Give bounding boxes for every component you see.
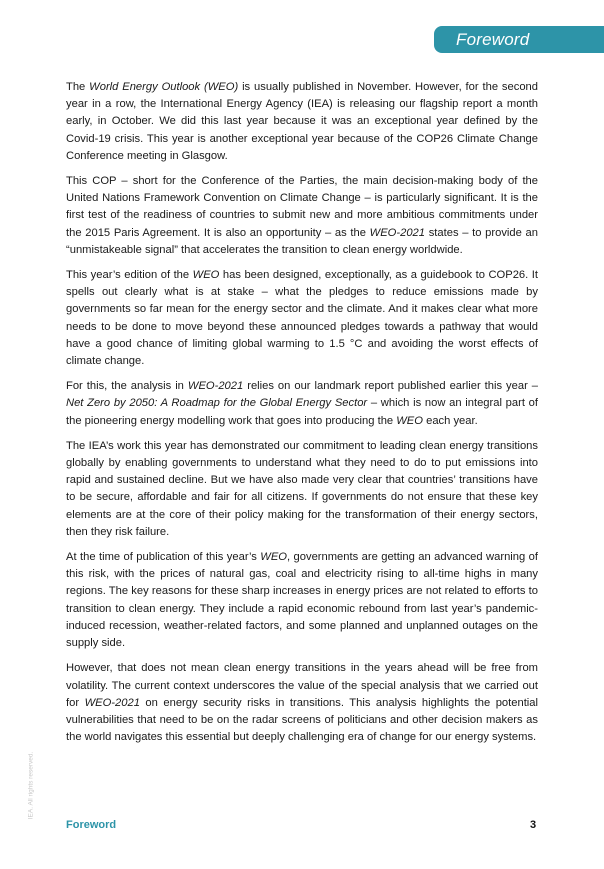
body-text: The	[66, 81, 90, 93]
italic-title-text: WEO	[260, 551, 287, 564]
italic-title-text: WEO	[192, 269, 220, 282]
rights-notice-text: IEA. All rights reserved.	[27, 751, 35, 819]
body-text: each year.	[422, 414, 478, 427]
body-text: This COP – short for the Conference of the Parties, the main decision-making body of the United Nations Framework Convention on Climate Change – is particularly significant. It is the first test of the readiness of countries to submit new and more ambitious commitments under the 2015 Paris Agreement. It is also an opportunity – as the	[66, 175, 538, 239]
rights-notice	[24, 745, 38, 825]
paragraph	[66, 549, 538, 652]
body-text: relies on our landmark report published earlier this year –	[243, 380, 538, 393]
body-text: The IEA’s work this year has demonstrated our commitment to leading clean energy transitions globally by enabling governments to understand what they need to do to put emissions into rapid and sustained decline. But we have also made very clear that countries’ transitions have to be secure, affordable and fair for all citizens. If governments do not ensure that these key elements are at the core of their policy making for the transformation of their energy sectors, then they risk failure.	[66, 439, 538, 538]
italic-title-text: Net Zero by 2050: A Roadmap for the Global Energy Sector	[66, 397, 368, 410]
italic-title-text: WEO-2021	[187, 380, 244, 393]
body-text: For this, the analysis in	[66, 380, 188, 393]
italic-title-text: WEO-2021	[369, 226, 425, 239]
body-text: has been designed, exceptionally, as a guidebook to COP26. It spells out clearly what is at stake – what the pledges to reduce emissions made by governments so far mean for the energy sector and the climate. And it makes clear what more needs to be done to move beyond these announced pledges towards a pathway that would have a good chance of limiting global warming to 1.5 °C and avoiding the worst effects of climate change.	[66, 269, 538, 368]
paragraph	[66, 438, 538, 541]
section-header-title: Foreword	[456, 29, 530, 49]
paragraph	[66, 267, 538, 370]
body-text: However, that does not mean clean energy transitions in the years ahead will be free from volatility. The current context underscores the value of the special analysis that we carried out for	[66, 662, 538, 709]
body-text: – which is now an integral part of the pioneering energy modelling work that goes into producing the	[66, 397, 538, 427]
section-header-tab	[434, 26, 604, 53]
body-text: on energy security risks in transitions. This analysis highlights the potential vulnerabilities that need to be on the radar screens of politicians and other decision makers as the world navigates this essential but deeply challenging era of change for our energy systems.	[66, 696, 538, 744]
italic-title-text: WEO	[396, 414, 423, 427]
paragraph	[66, 378, 538, 430]
body-text: , governments are getting an advanced warning of this risk, with the prices of natural gas, coal and electricity rising to all-time highs in many regions. The key reasons for these sharp increases in energy prices are not related to efforts to transition to clean energy. They include a rapid economic rebound from last year’s pandemic-induced recession, weather-related factors, and some planned and unplanned outages on the supply side.	[66, 551, 538, 650]
body-text: At the time of publication of this year’s	[66, 551, 261, 564]
italic-title-text: World Energy Outlook (WEO)	[89, 81, 239, 93]
body-text: states – to provide an “unmistakeable signal” that accelerates the transition to clean energy worldwide.	[66, 226, 538, 256]
foreword-body	[66, 79, 538, 754]
paragraph	[66, 660, 538, 746]
footer-section-label: Foreword	[66, 819, 117, 831]
body-text: is usually published in November. However, for the second year in a row, the International Energy Agency (IEA) is releasing our flagship report a month early, in October. We did this last year because it was an exceptional year defined by the Covid-19 crisis. This year is another exceptional year because of the COP26 Climate Change Conference meeting in Glasgow.	[66, 81, 538, 162]
body-text: This year’s edition of the	[66, 269, 193, 282]
paragraph	[66, 173, 538, 259]
page-number: 3	[530, 819, 537, 831]
paragraph	[66, 79, 538, 165]
italic-title-text: WEO-2021	[84, 696, 140, 709]
